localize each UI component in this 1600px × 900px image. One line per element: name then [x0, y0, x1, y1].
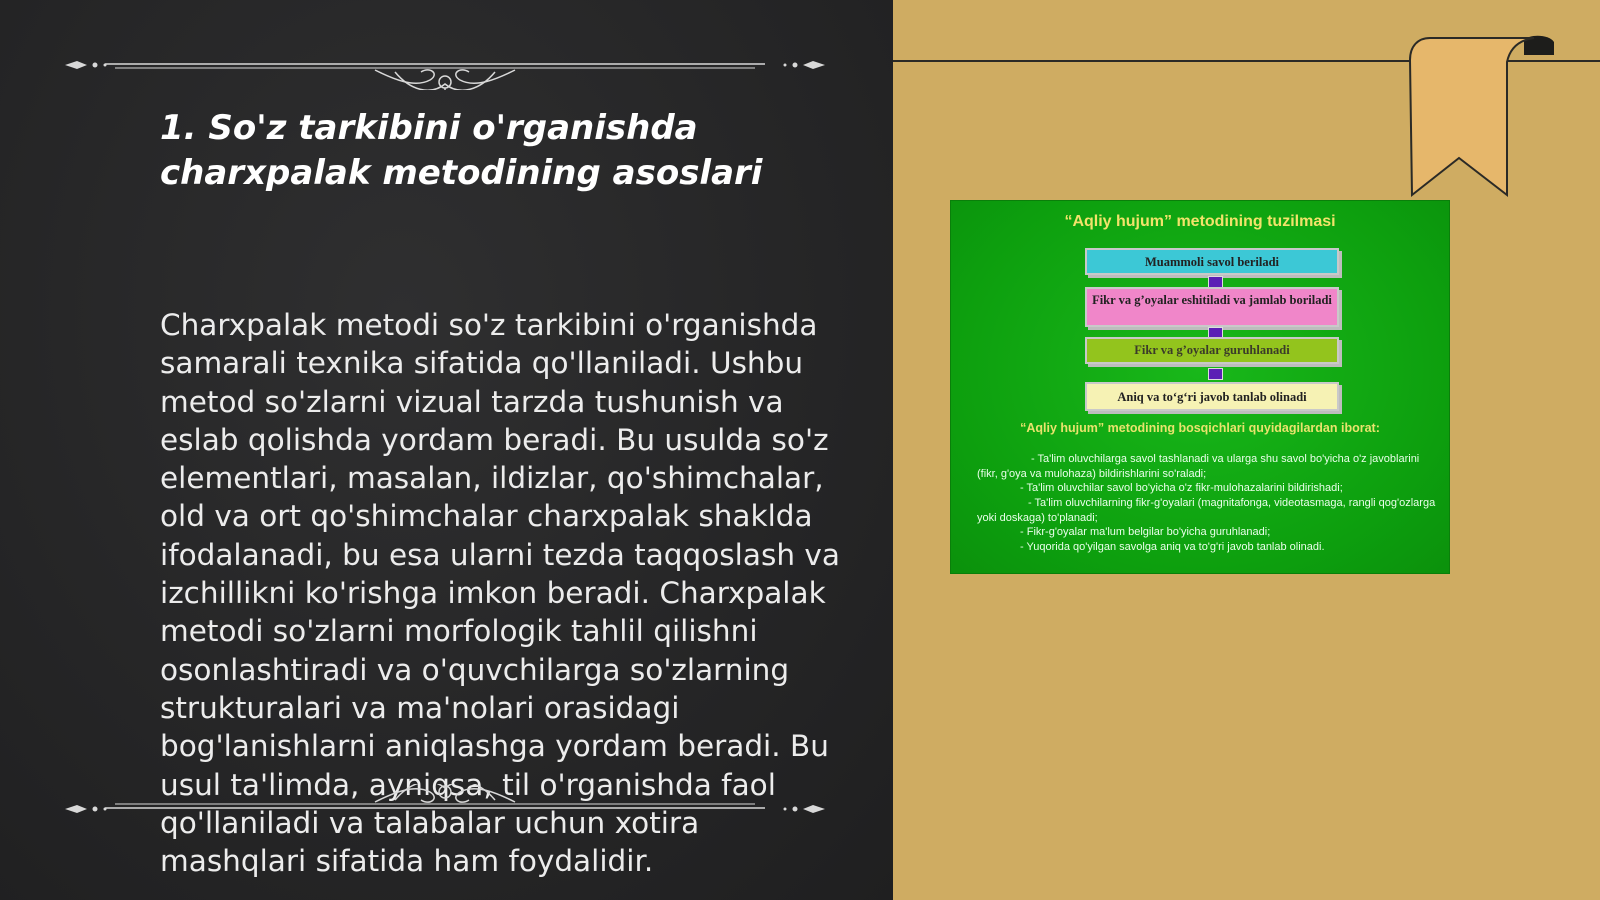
slide-body-text: Charxpalak metodi so'z tarkibini o'rganishda samarali texnika sifatida qo'llaniladi. Ushbu metod so'zlarni vizual tarzda tushunish va eslab qolishda yordam beradi. Bu usulda so'z elementlari, masalan, ildizlar, qo'shimchalar, old va ort qo'shimchalar charxpalak shaklda ifodalanadi, bu esa ularni tezda taqqoslash va izchillikni ko'rishga imkon beradi. Charxpalak metodi so'zlarni morfologik tahlil qilishni osonlashtiradi va o'quvchilarga so'zlarning strukturalari va ma'nolari orasidagi bog'lanishlarni aniqlashga yordam beradi. Bu usul ta'limda, ayniqsa, til o'rganishda faol qo'llaniladi va talabalar uchun xotira mashqlari sifatida ham foydalidir. — [160, 308, 840, 879]
diagram-stage-item: - Ta'lim oluvchilarning fikr-g'oyalari (magnitafonga, videotasmaga, rangli qog'ozlarga yoki doskaga) to'planadi; — [977, 497, 1436, 524]
diagram-stages-heading: “Aqliy hujum” metodining bosqichlari quyidagilardan iborat: — [1020, 421, 1380, 435]
diagram-step-1: Muammoli savol beriladi — [1085, 248, 1339, 275]
diagram-stage-item: - Yuqorida qo'yilgan savolga aniq va to'g'ri javob tanlab olinadi. — [1020, 541, 1325, 553]
diagram-step-4: Aniq va to‘g‘ri javob tanlab olinadi — [1085, 382, 1339, 411]
diagram-title: “Aqliy hujum” metodining tuzilmasi — [1064, 213, 1336, 230]
diagram-stage-item: - Fikr-g'oyalar ma'lum belgilar bo'yicha guruhlanadi; — [1020, 526, 1271, 538]
slide-image-panel — [893, 0, 1600, 900]
flourish-divider-top — [65, 40, 825, 90]
diagram-stage-item: - Ta'lim oluvchilarga savol tashlanadi va ularga shu savol bo'yicha o'z javoblarini (fikr, g'oya va mulohaza) bildirishlarini so'raladi; — [977, 453, 1420, 480]
slide-title: 1. So'z tarkibini o'rganishda charxpalak metodining asoslari — [160, 108, 763, 193]
diagram-step-2: Fikr va g’oyalar eshitiladi va jamlab boriladi — [1085, 287, 1339, 327]
flourish-divider-bottom — [65, 784, 825, 834]
bookmark-ribbon-icon — [1404, 30, 1564, 200]
step-connector-3 — [1208, 368, 1223, 380]
diagram-step-3: Fikr va g’oyalar guruhlanadi — [1085, 337, 1339, 364]
diagram-stage-item: - Ta'lim oluvchilar savol bo'yicha o'z fikr-mulohazalarini bildirishadi; — [1020, 482, 1343, 494]
brainstorm-method-diagram — [950, 200, 1450, 574]
